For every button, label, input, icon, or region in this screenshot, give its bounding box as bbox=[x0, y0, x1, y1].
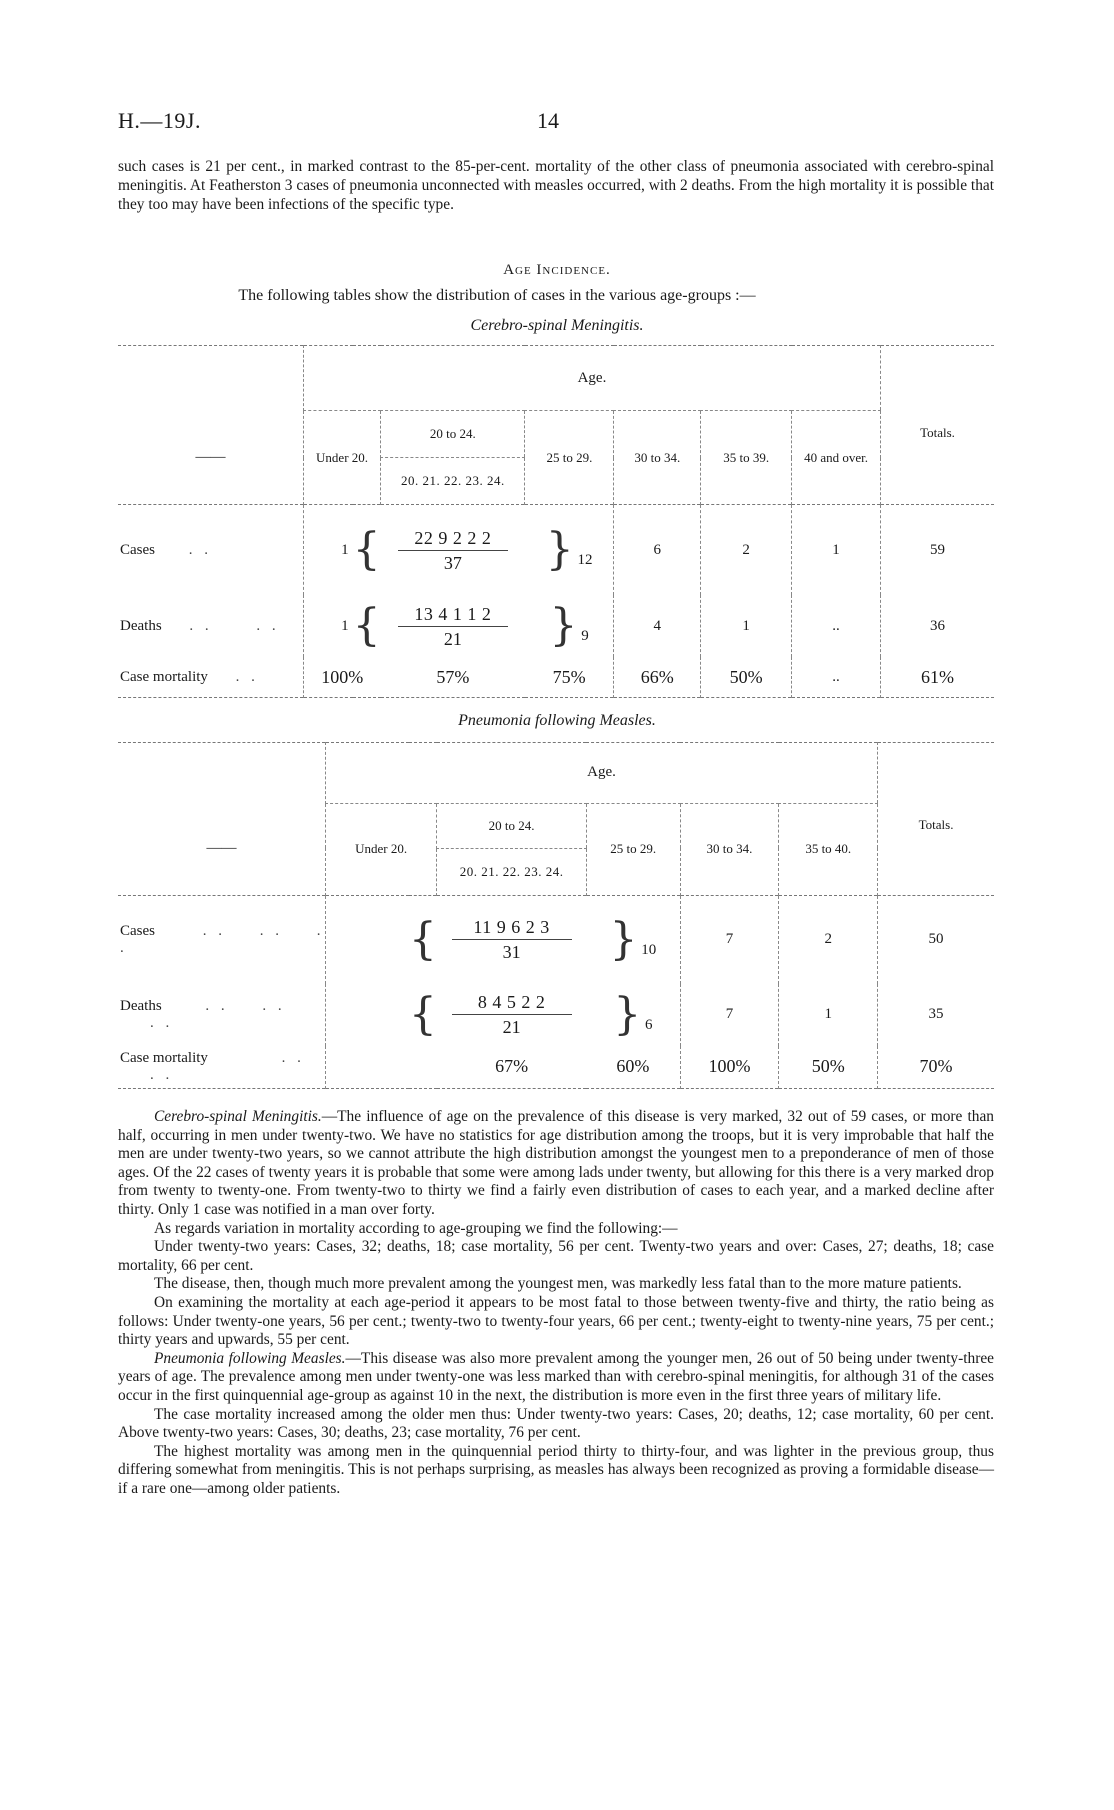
paragraph-older-men: The case mortality increased among the older men thus: Under twenty-two years: Cases, 20; deaths, 12; case mortality, 60 per cent. Above twenty-two years: Cases, 30; deaths, 23; case mortality, 76 per cent. bbox=[118, 1405, 994, 1442]
col-30-to-34-2: 30 to 34. bbox=[706, 841, 753, 856]
paragraph-disease-less-fatal: The disease, then, though much more prevalent among the youngest men, was markedly less fatal than to the more mature patients. bbox=[154, 1275, 962, 1293]
col-20-to-24: 20 to 24. bbox=[429, 426, 476, 441]
row-label-cases-2: Cases bbox=[120, 922, 155, 939]
deaths-total: 36 bbox=[930, 617, 946, 634]
col-totals-2: Totals. bbox=[918, 817, 954, 832]
cases-35-40-2: 2 bbox=[824, 931, 832, 947]
page-number: 14 bbox=[537, 108, 559, 133]
sum-underbrace bbox=[398, 626, 508, 627]
blank-header: —— bbox=[195, 448, 226, 465]
mortality-30-34: 66% bbox=[640, 666, 674, 687]
row-label-cases: Cases bbox=[120, 541, 155, 558]
cases-30-34: 6 bbox=[653, 541, 662, 558]
col-totals: Totals. bbox=[920, 424, 955, 440]
cases-40-over: 1 bbox=[832, 541, 840, 558]
deaths-35-39: 1 bbox=[742, 617, 750, 634]
paragraph-pneumonia bbox=[118, 1350, 994, 1406]
cases-25-29-2: 10 bbox=[641, 941, 657, 958]
row-label-deaths-2: Deaths bbox=[120, 997, 162, 1014]
col-20-to-24-2: 20 to 24. bbox=[488, 817, 535, 833]
deaths-35-40-2: 1 bbox=[824, 1006, 832, 1022]
meningitis-age-table: Age. —— Under 20. 20 to 24. 25 to 29. 30 to 34. 35 to 39. 40 and over. Totals. 20. 21. 22. 23. 24. Cases . . 1 { 22 9 2 2 2 37 } 12 6 2 1 59 Deaths . . . . 1 { 13 4 1 1 2 21 } 9 4 1 .. 36 Case mortality . . 100% 57% 75% 66% 50% .. 61% bbox=[118, 345, 994, 698]
cases-total: 59 bbox=[930, 541, 946, 558]
brace-right-deaths-icon: } bbox=[549, 600, 578, 651]
mortality-under-20: 100% bbox=[321, 666, 364, 687]
paragraph-pneumonia-text: —This disease was also more prevalent among the younger men, 26 out of 50 being under twenty-three years of age. The prevalence among men under twenty-one was less marked than with cerebro-spinal meningitis, for although 31 of the cases occur in the first quinquennial age-group as against 10 in the next, the distribution is more even in the first three years of military life. bbox=[118, 1349, 994, 1404]
col-30-to-34: 30 to 34. bbox=[634, 449, 681, 465]
col-25-to-29: 25 to 29. bbox=[546, 449, 593, 465]
mortality-35-40-2: 50% bbox=[811, 1056, 845, 1076]
deaths-total-2: 35 bbox=[928, 1006, 944, 1022]
mortality-total-2: 70% bbox=[919, 1056, 953, 1076]
tables-intro: The following tables show the distribution of cases in the various age-groups :— bbox=[238, 287, 756, 304]
sub-years-header: 20. 21. 22. 23. 24. bbox=[400, 473, 505, 488]
paragraph-meningitis-text: —The influence of age on the prevalence of this disease is very marked, 32 out of 59 cases, or more than half, occurring in men under twenty-two. We have no statistics for age distribution among the troops, but it is very improbable that half the men are under twenty-two years, so we cannot attribute the high distribution amongst the youngest men to a preponderance of men of those ages. Of the 22 cases of twenty years it is probable that some were among lads under twenty, but allowing for this there is a very marked drop from twenty to twenty-one. From twenty-two to thirty we find a fairly even distribution of cases to each year, and a marked decline after thirty. Only 1 case was notified in a man over forty. bbox=[118, 1108, 995, 1218]
blank-header-2: —— bbox=[206, 840, 237, 857]
cases-yearly-values: 22 9 2 2 2 bbox=[414, 527, 492, 548]
mortality-40-over: .. bbox=[832, 668, 840, 685]
paragraph-age-period: On examining the mortality at each age-period it appears to be most fatal to those between twenty-five and thirty, the ratio being as follows: Under twenty-one years, 56 per cent.; twenty-two to twenty-four years, 66 per cent.; twenty-eight to twenty-nine years, 75 per cent.; thirty years and upwards, 55 per cent. bbox=[118, 1293, 994, 1349]
col-35-to-40-2: 35 to 40. bbox=[805, 841, 852, 856]
cases-30-34-2: 7 bbox=[725, 931, 734, 947]
cases-20-24-sum-2: 31 bbox=[502, 942, 521, 962]
brace-right-deaths-2-icon: } bbox=[613, 988, 642, 1040]
deaths-yearly-values-2: 8 4 5 2 2 bbox=[477, 992, 546, 1012]
row-label-deaths: Deaths bbox=[120, 617, 162, 634]
sum-underbrace bbox=[452, 1014, 572, 1015]
col-35-to-39: 35 to 39. bbox=[723, 449, 770, 465]
deaths-25-29: 9 bbox=[581, 628, 589, 644]
cases-under-20: 1 bbox=[341, 541, 349, 558]
mortality-35-39: 50% bbox=[729, 666, 763, 687]
table1-title: Cerebro-spinal Meningitis. bbox=[470, 317, 644, 334]
cases-25-29: 12 bbox=[577, 552, 593, 568]
paragraph-meningitis-lead: Cerebro-spinal Meningitis. bbox=[154, 1108, 322, 1125]
col-40-and-over: 40 and over. bbox=[804, 449, 868, 465]
mortality-total: 61% bbox=[921, 666, 955, 687]
deaths-30-34: 4 bbox=[653, 617, 662, 634]
brace-right-cases-2-icon: } bbox=[609, 913, 638, 965]
row-label-mortality-2: Case mortality bbox=[120, 1049, 208, 1066]
brace-right-cases-icon: } bbox=[545, 524, 574, 575]
paragraph-variation: As regards variation in mortality according to age-grouping we find the following:— bbox=[154, 1219, 678, 1237]
deaths-20-24-sum-2: 21 bbox=[502, 1017, 521, 1037]
pneumonia-age-table: Age. —— Under 20. 20 to 24. 25 to 29. 30 to 34. 35 to 40. Totals. 20. 21. 22. 23. 24. Cases . . . . . . { 11 9 6 2 3 31 } 10 7 2 50 Deaths . . . . . . { 8 4 5 2 2 21 } 6 7 1 35 Case mortality . . . . 67% 60% 100% 50% 70% bbox=[118, 742, 994, 1089]
table2-title: Pneumonia following Measles. bbox=[458, 712, 656, 729]
deaths-25-29-2: 6 bbox=[645, 1016, 653, 1033]
mortality-25-29-2: 60% bbox=[616, 1056, 650, 1076]
sum-underbrace bbox=[398, 550, 508, 551]
col-under-20: Under 20. bbox=[316, 449, 369, 465]
mortality-25-29: 75% bbox=[552, 666, 586, 687]
age-incidence-heading: Age Incidence. bbox=[503, 262, 611, 278]
mortality-30-34-2: 100% bbox=[708, 1056, 751, 1076]
commentary bbox=[118, 1108, 994, 1498]
brace-left-cases-2-icon: { bbox=[408, 913, 437, 965]
deaths-30-34-2: 7 bbox=[725, 1006, 734, 1022]
deaths-40-over: .. bbox=[832, 617, 840, 634]
paragraph-under-twenty-two: Under twenty-two years: Cases, 32; deaths, 18; case mortality, 56 per cent. Twenty-two years and over: Cases, 27; deaths, 18; case mortality, 66 per cent. bbox=[118, 1238, 994, 1274]
brace-left-cases-icon: { bbox=[352, 524, 381, 575]
mortality-20-24-2: 67% bbox=[495, 1056, 529, 1076]
brace-left-deaths-icon: { bbox=[352, 600, 381, 651]
cases-yearly-values-2: 11 9 6 2 3 bbox=[473, 917, 550, 937]
paragraph-highest-mortality: The highest mortality was among men in the quinquennial period thirty to thirty-four, and was lighter in the previous group, thus differing somewhat from meningitis. This is not perhaps surprising, as measles has always been recognized as proving a formidable disease—if a rare one—among older patients. bbox=[118, 1442, 994, 1497]
cases-20-24-sum: 37 bbox=[443, 552, 462, 573]
deaths-yearly-values: 13 4 1 1 2 bbox=[414, 603, 492, 624]
age-header-2: Age. bbox=[587, 764, 616, 781]
age-header: Age. bbox=[577, 369, 607, 386]
deaths-under-20: 1 bbox=[341, 617, 349, 634]
sum-underbrace bbox=[452, 939, 572, 940]
col-under-20-2: Under 20. bbox=[355, 841, 408, 856]
cases-35-39: 2 bbox=[742, 541, 750, 558]
paragraph-pneumonia-lead: Pneumonia following Measles. bbox=[154, 1349, 346, 1367]
row-label-mortality: Case mortality bbox=[120, 668, 208, 685]
col-25-to-29-2: 25 to 29. bbox=[610, 841, 657, 856]
cases-total-2: 50 bbox=[928, 931, 944, 947]
deaths-20-24-sum: 21 bbox=[443, 628, 462, 649]
document-reference: H.—19J. bbox=[118, 108, 201, 133]
paragraph-meningitis bbox=[118, 1108, 994, 1220]
intro-paragraph: such cases is 21 per cent., in marked contrast to the 85-per-cent. mortality of the other class of pneumonia associated with cerebro-spinal meningitis. At Featherston 3 cases of pneumonia unconnected with measles occurred, with 2 deaths. From the high mortality it is possible that they too may have been infections of the specific type. bbox=[118, 158, 994, 214]
sub-years-header-2: 20. 21. 22. 23. 24. bbox=[459, 863, 564, 879]
mortality-20-24: 57% bbox=[436, 666, 470, 687]
brace-left-deaths-2-icon: { bbox=[408, 988, 437, 1040]
